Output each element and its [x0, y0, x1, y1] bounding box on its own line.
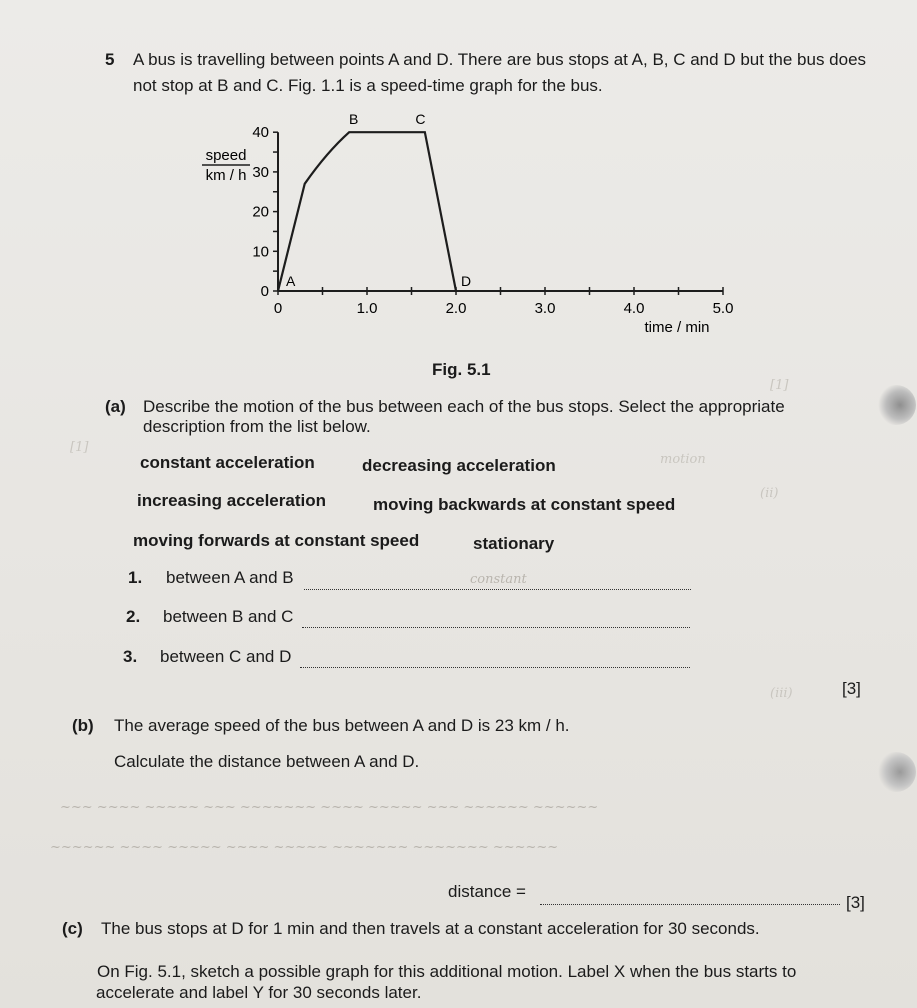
answer-line-3[interactable]	[300, 667, 690, 668]
answer-line-1[interactable]	[304, 589, 691, 590]
y-tick-label: 0	[260, 283, 269, 300]
option-constant-acceleration: constant acceleration	[140, 453, 315, 472]
part-a-text-line-1: Describe the motion of the bus between each of the bus stops. Select the appropriate	[143, 397, 785, 416]
part-b-text-line-2: Calculate the distance between A and D.	[114, 752, 420, 771]
option-moving-backwards: moving backwards at constant speed	[373, 495, 676, 514]
point-label-a: A	[286, 273, 296, 289]
x-tick-label: 1.0	[356, 300, 378, 317]
show-through-text: [1]	[770, 378, 789, 393]
point-label-d: D	[460, 273, 472, 289]
x-tick-label: 4.0	[623, 300, 645, 317]
distance-answer-label: distance =	[448, 882, 526, 901]
part-c-label: (c)	[62, 919, 83, 938]
binder-hole	[876, 752, 916, 792]
option-increasing-acceleration: increasing acceleration	[137, 491, 326, 510]
binder-hole	[876, 385, 916, 425]
answer-line-2[interactable]	[302, 627, 690, 628]
question-intro-line-1: A bus is travelling between points A and D. There are bus stops at A, B, C and D but the bus does	[133, 50, 867, 69]
part-b-label: (b)	[72, 716, 94, 735]
y-tick-label: 10	[252, 243, 269, 261]
speed-time-graph	[190, 108, 770, 338]
figure-caption: Fig. 5.1	[432, 360, 491, 379]
part-a-marks: [3]	[842, 679, 861, 698]
x-tick-label: 2.0	[445, 300, 467, 317]
question-number: 5	[105, 50, 115, 69]
part-c-text-line-3: accelerate and label Y for 30 seconds later.	[96, 983, 422, 1002]
y-axis-label	[202, 147, 250, 184]
show-through-text: constant	[470, 572, 527, 587]
y-tick-label: 40	[252, 124, 269, 142]
part-b-marks: [3]	[846, 893, 865, 912]
y-tick-label: 30	[252, 163, 269, 181]
option-moving-forwards: moving forwards at constant speed	[133, 531, 420, 550]
x-axis-label: time / min	[644, 319, 710, 336]
y-tick-label: 20	[252, 203, 269, 221]
y-axis-label-top: speed	[205, 147, 247, 164]
x-tick-label: 0	[273, 300, 283, 317]
part-b-text-line-1: The average speed of the bus between A and D is 23 km / h.	[114, 716, 570, 735]
y-axis-label-bottom: km / h	[205, 167, 247, 184]
show-through-text: motion	[660, 452, 706, 467]
speed-curve	[278, 132, 456, 291]
part-a-text-line-2: description from the list below.	[143, 417, 371, 436]
point-label-c: C	[415, 111, 426, 128]
item-number: 2.	[126, 607, 141, 626]
part-c-text-line-2: On Fig. 5.1, sketch a possible graph for this additional motion. Label X when the bus starts to	[97, 962, 797, 981]
show-through-text: (iii)	[770, 686, 793, 701]
item-number: 1.	[128, 568, 143, 587]
option-stationary: stationary	[473, 534, 555, 553]
show-through-handwriting: ~~~~~~ ~~~~ ~~~~~ ~~~~ ~~~~~ ~~~~~~~ ~~~~~~~ ~~~~~~	[50, 840, 559, 855]
show-through-text: [1]	[70, 440, 89, 455]
distance-answer-line[interactable]	[540, 904, 840, 905]
show-through-text: (ii)	[760, 486, 779, 501]
question-intro-line-2: not stop at B and C. Fig. 1.1 is a speed-time graph for the bus.	[133, 76, 603, 95]
item-text-between-b-and-c: between B and C	[163, 607, 294, 626]
item-text-between-a-and-b: between A and B	[166, 568, 294, 587]
item-number: 3.	[123, 647, 138, 666]
option-decreasing-acceleration: decreasing acceleration	[362, 456, 556, 475]
x-tick-label: 3.0	[534, 300, 556, 317]
point-label-b: B	[348, 111, 359, 128]
part-a-label: (a)	[105, 397, 126, 416]
part-c-text-line-1: The bus stops at D for 1 min and then travels at a constant acceleration for 30 seconds.	[101, 919, 760, 938]
item-text-between-c-and-d: between C and D	[160, 647, 292, 666]
show-through-handwriting: ~~~ ~~~~ ~~~~~ ~~~ ~~~~~~~ ~~~~ ~~~~~ ~~~ ~~~~~~ ~~~~~~	[60, 800, 599, 815]
x-tick-label: 5.0	[712, 300, 734, 317]
